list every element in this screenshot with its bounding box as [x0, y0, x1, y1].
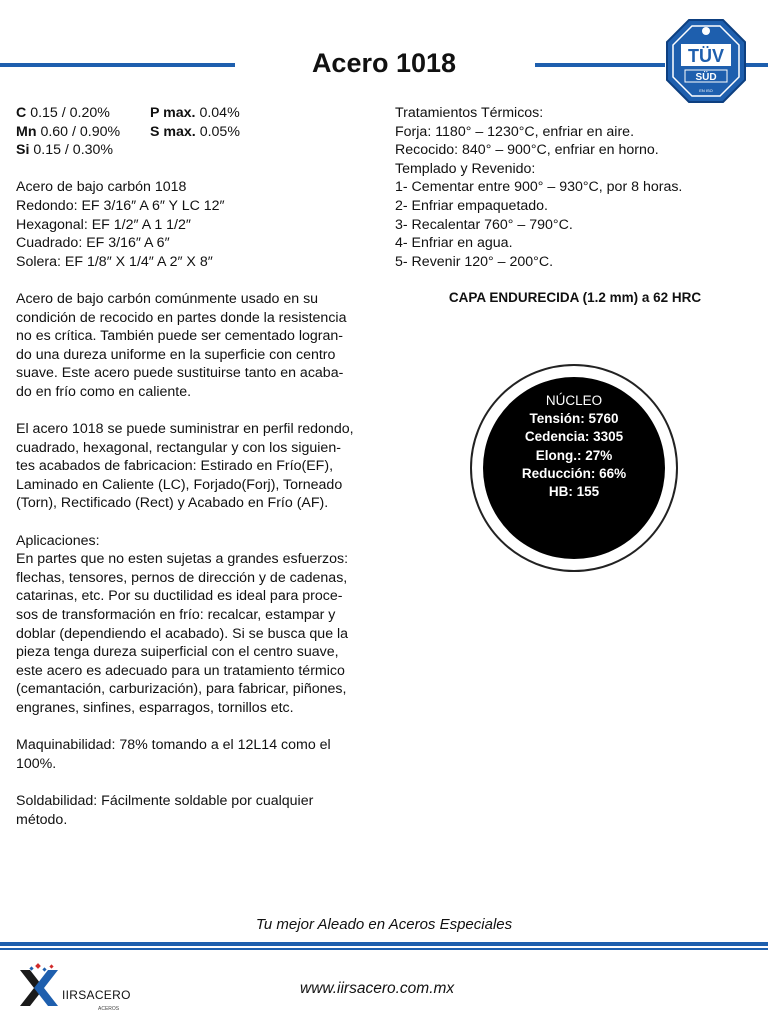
- applications-line: este acero es adecuado para un tratamiento térmico: [16, 662, 345, 679]
- treatments-heading: Tratamientos Térmicos:: [395, 105, 544, 121]
- website-link[interactable]: www.iirsacero.com.mx: [300, 980, 455, 997]
- machinability-line: Maquinabilidad: 78% tomando a el 12L14 como el: [16, 737, 331, 754]
- core-properties-circle: [483, 377, 665, 559]
- applications-line: sos de transformación en frío: recalcar, estampar y: [16, 607, 336, 624]
- treatment-line: Templado y Revenido:: [395, 160, 536, 177]
- forms-line: Cuadrado: EF 3/16″ A 6″: [16, 235, 170, 252]
- description-line: no es crítica. También puede ser cementado logran-: [16, 328, 344, 345]
- treatment-step: 2- Enfriar empaquetado.: [395, 197, 549, 214]
- tuv-certification-logo: [665, 18, 747, 104]
- machinability-line: 100%.: [16, 755, 57, 772]
- element-value: 0.60 / 0.90%: [40, 123, 121, 140]
- tuv-code-text: EN ISO: [699, 88, 713, 93]
- applications-line: (cemantación, carburización), para fabricar, piñones,: [16, 681, 347, 698]
- treatment-line: Forja: 1180° – 1230°C, enfriar en aire.: [395, 123, 635, 140]
- supply-section: [16, 420, 378, 513]
- supply-line: El acero 1018 se puede suministrar en perfil redondo,: [16, 421, 354, 438]
- treatment-line: Recocido: 840° – 900°C, enfriar en horno.: [395, 142, 659, 159]
- treatment-step: 4- Enfriar en agua.: [395, 235, 513, 252]
- forms-line: Acero de bajo carbón 1018: [16, 179, 187, 196]
- element-label: Mn: [16, 123, 37, 140]
- tuv-sub-text: SÜD: [695, 72, 717, 83]
- forms-line: Redondo: EF 3/16″ A 6″ Y LC 12″: [16, 197, 225, 214]
- footer-rule-thin: [0, 948, 768, 950]
- description-line: condición de recocido en partes donde la resistencia: [16, 309, 347, 326]
- forms-section: [16, 178, 378, 271]
- applications-line: En partes que no esten sujetas a grandes esfuerzos:: [16, 551, 349, 568]
- footer-tagline: Tu mejor Aleado en Aceros Especiales: [255, 916, 513, 933]
- supply-line: tes acabados de fabricacion: Estirado en Frío(EF),: [16, 458, 334, 475]
- hardened-layer-heading: CAPA ENDURECIDA (1.2 mm) a 62 HRC: [448, 290, 702, 305]
- forms-line: Hexagonal: EF 1/2″ A 1 1/2″: [16, 216, 191, 233]
- description-line: do en frío como en caliente.: [16, 383, 192, 400]
- applications-line: engranes, sinfines, esparragos, tornillos etc.: [16, 700, 294, 716]
- supply-line: Laminado en Caliente (LC), Forjado(Forj), Torneado: [16, 476, 343, 493]
- applications-section: [16, 532, 378, 718]
- applications-line: doblar (dependiendo el acabado). Si se busca que la: [16, 625, 349, 642]
- weldability-section: [16, 792, 378, 829]
- footer-rule: [0, 942, 768, 946]
- applications-heading: Aplicaciones:: [16, 532, 100, 549]
- core-title: NÚCLEO: [545, 393, 603, 408]
- applications-line: catarinas, etc. Por su ductilidad es ideal para proce-: [16, 588, 343, 605]
- description-line: do una dureza uniforme en la superficie con centro: [16, 346, 336, 363]
- description-line: Acero de bajo carbón comúnmente usado en su: [16, 290, 319, 307]
- core-property: Tensión: 5760: [529, 411, 619, 427]
- element-label: C: [16, 105, 27, 121]
- brand-subtitle: ACEROS: [98, 1006, 120, 1012]
- tuv-brand-text: TÜV: [688, 46, 724, 66]
- composition-s: [150, 123, 378, 142]
- page-title: Acero 1018: [311, 48, 457, 78]
- element-value: 0.15 / 0.30%: [33, 142, 114, 159]
- element-label: Si: [16, 142, 30, 159]
- chemical-composition: [16, 104, 378, 160]
- tuv-badge-icon: [702, 27, 710, 35]
- applications-line: pieza tenga dureza suiperficial con el centro suave,: [16, 644, 339, 661]
- left-column: [16, 104, 378, 829]
- description-line: suave. Este acero puede sustituirse tanto en acaba-: [16, 365, 344, 382]
- forms-line: Solera: EF 1/8″ X 1/4″ A 2″ X 8″: [16, 253, 213, 270]
- heat-treatments-section: [395, 104, 755, 271]
- core-property: Elong.: 27%: [535, 447, 613, 463]
- composition-mn: [16, 123, 150, 142]
- machinability-section: [16, 736, 378, 773]
- core-property: Reducción: 66%: [521, 465, 627, 481]
- treatment-step: 5- Revenir 120° – 200°C.: [395, 253, 554, 270]
- element-label: S max.: [150, 123, 196, 140]
- element-value: 0.04%: [199, 105, 240, 121]
- supply-line: (Torn), Rectificado (Rect) y Acabado en Frío (AF).: [16, 495, 329, 512]
- applications-line: flechas, tensores, pernos de dirección y de cadenas,: [16, 569, 348, 586]
- element-value: 0.05%: [199, 123, 240, 140]
- element-label: P max.: [150, 105, 196, 121]
- weldability-line: Soldabilidad: Fácilmente soldable por cualquier: [16, 792, 314, 809]
- header-rule-right: [535, 63, 665, 67]
- treatment-step: 1- Cementar entre 900° – 930°C, por 8 horas.: [395, 179, 683, 196]
- core-property: Cedencia: 3305: [524, 429, 624, 445]
- brand-name: IIRSACERO: [62, 988, 131, 1002]
- description-section: [16, 290, 378, 402]
- element-value: 0.15 / 0.20%: [30, 105, 110, 121]
- supply-line: cuadrado, hexagonal, rectangular y con los siguien-: [16, 439, 341, 456]
- composition-c: [16, 104, 150, 123]
- treatment-step: 3- Recalentar 760° – 790°C.: [395, 216, 573, 233]
- composition-p: [150, 104, 378, 123]
- composition-si: [16, 141, 150, 160]
- core-property: HB: 155: [548, 484, 600, 500]
- weldability-line: método.: [16, 811, 68, 828]
